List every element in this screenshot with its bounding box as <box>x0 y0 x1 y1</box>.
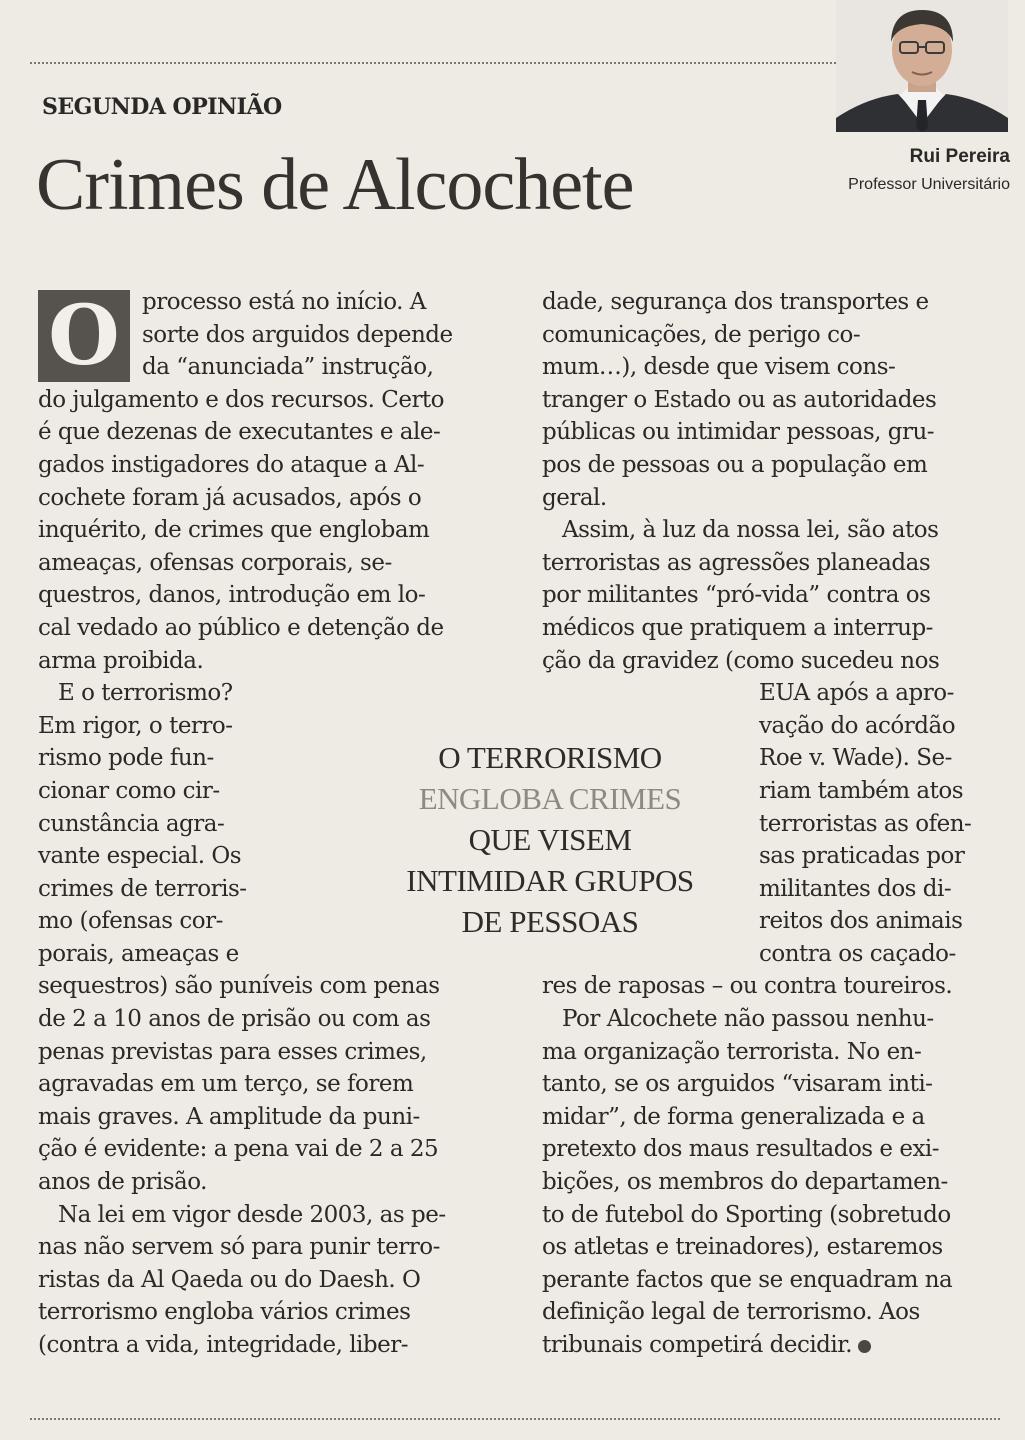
text-line: ma organização terrorista. No en- <box>542 1038 922 1065</box>
text-line: militantes dos di- <box>759 875 952 902</box>
text-line: to de futebol do Sporting (sobretudo <box>542 1201 951 1228</box>
text-line-last-text: tribunais competirá decidir. <box>542 1332 853 1358</box>
pull-quote <box>350 737 750 942</box>
text-line: por militantes “pró-vida” contra os <box>542 582 931 609</box>
text-line: mo (ofensas cor- <box>38 908 223 935</box>
text-line: vante especial. Os <box>38 843 242 870</box>
text-line: da “anunciada” instrução, <box>142 354 434 381</box>
text-line: mum…), desde que visem cons- <box>542 354 896 381</box>
text-line: rismo pode fun- <box>38 745 214 772</box>
text-line: processo está no início. A <box>142 289 426 315</box>
text-line: reitos dos animais <box>759 908 963 935</box>
text-line: os atletas e treinadores), estaremos <box>542 1234 943 1261</box>
text-line: é que dezenas de executantes e ale- <box>38 419 441 446</box>
text-line: sorte dos arguidos depende <box>142 321 453 348</box>
text-line: E o terrorismo? <box>58 680 233 707</box>
text-line: inquérito, de crimes que englobam <box>38 517 430 544</box>
section-kicker: SEGUNDA OPINIÃO <box>42 94 282 120</box>
text-line: gados instigadores do ataque a Al- <box>38 451 425 478</box>
text-line: terroristas as agressões planeadas <box>542 549 931 576</box>
end-of-article-dot-icon <box>858 1340 871 1353</box>
text-line: terrorismo engloba vários crimes <box>38 1299 411 1326</box>
text-line: cal vedado ao público e detenção de <box>38 614 444 641</box>
text-line: (contra a vida, integridade, liber- <box>38 1332 409 1358</box>
text-line-last <box>542 1329 971 1362</box>
text-line: públicas ou intimidar pessoas, gru- <box>542 419 935 446</box>
text-line: médicos que pratiquem a interrup- <box>542 614 933 641</box>
text-line: geral. <box>542 484 607 511</box>
text-line: terroristas as ofen- <box>759 810 972 837</box>
text-line: sequestros) são puníveis com penas <box>38 973 440 1000</box>
text-line: ameaças, ofensas corporais, se- <box>38 549 392 576</box>
text-line: crimes de terroris- <box>38 875 247 902</box>
text-line: riam também atos <box>759 777 964 804</box>
text-line: comunicações, de perigo co- <box>542 321 861 348</box>
text-line: cionar como cir- <box>38 777 220 804</box>
top-dotted-rule <box>30 62 840 64</box>
drop-cap: O <box>38 290 130 382</box>
pull-quote-line: O TERRORISMO <box>438 740 662 775</box>
text-line: arma proibida. <box>38 647 204 674</box>
text-line: tanto, se os arguidos “visaram inti- <box>542 1071 933 1098</box>
text-line: tranger o Estado ou as autoridades <box>542 386 937 413</box>
text-line: perante factos que se enquadram na <box>542 1266 953 1293</box>
author-photo <box>836 0 1008 132</box>
author-role: Professor Universitário <box>848 176 1010 193</box>
text-line: Roe v. Wade). Se- <box>759 745 952 772</box>
text-line: contra os caçado- <box>759 940 956 967</box>
text-line: Por Alcochete não passou nenhu- <box>562 1006 934 1033</box>
headline: Crimes de Alcochete <box>36 144 634 226</box>
pull-quote-line: QUE VISEM <box>468 822 632 857</box>
text-line: pretexto dos maus resultados e exi- <box>542 1136 940 1163</box>
text-line: mais graves. A amplitude da puni- <box>38 1103 420 1130</box>
text-line: agravadas em um terço, se forem <box>38 1071 414 1098</box>
text-line: Assim, à luz da nossa lei, são atos <box>562 517 939 544</box>
text-line: definição legal de terrorismo. Aos <box>542 1299 920 1326</box>
text-line: bições, os membros do departamen- <box>542 1169 948 1196</box>
text-line: de 2 a 10 anos de prisão ou com as <box>38 1006 431 1033</box>
pull-quote-line: INTIMIDAR GRUPOS <box>406 863 694 898</box>
text-line: dade, segurança dos transportes e <box>542 289 929 315</box>
text-line: ção da gravidez (como sucedeu nos <box>542 647 940 674</box>
text-line: Em rigor, o terro- <box>38 712 233 739</box>
text-line: pos de pessoas ou a população em <box>542 451 928 478</box>
text-line: cochete foram já acusados, após o <box>38 484 422 511</box>
text-line: Na lei em vigor desde 2003, as pe- <box>58 1201 446 1228</box>
text-line: do julgamento e dos recursos. Certo <box>38 386 445 413</box>
text-line: anos de prisão. <box>38 1169 207 1196</box>
text-line: questros, danos, introdução em lo- <box>38 582 426 609</box>
text-line: vação do acórdão <box>759 712 956 739</box>
text-line: cunstância agra- <box>38 810 225 837</box>
text-line: ristas da Al Qaeda ou do Daesh. O <box>38 1266 421 1293</box>
text-line: res de raposas – ou contra toureiros. <box>542 973 953 1000</box>
text-line: nas não servem só para punir terro- <box>38 1234 440 1261</box>
text-line: penas previstas para esses crimes, <box>38 1038 427 1065</box>
pull-quote-line: ENGLOBA CRIMES <box>418 781 682 816</box>
pull-quote-line: DE PESSOAS <box>461 904 639 939</box>
text-line: EUA após a apro- <box>759 680 954 707</box>
text-line: midar”, de forma generalizada e a <box>542 1103 925 1130</box>
author-name: Rui Pereira <box>909 146 1010 167</box>
text-line: ção é evidente: a pena vai de 2 a 25 <box>38 1136 439 1163</box>
bottom-dotted-rule <box>30 1418 1000 1420</box>
text-line: sas praticadas por <box>759 843 965 870</box>
text-line: porais, ameaças e <box>38 940 239 967</box>
